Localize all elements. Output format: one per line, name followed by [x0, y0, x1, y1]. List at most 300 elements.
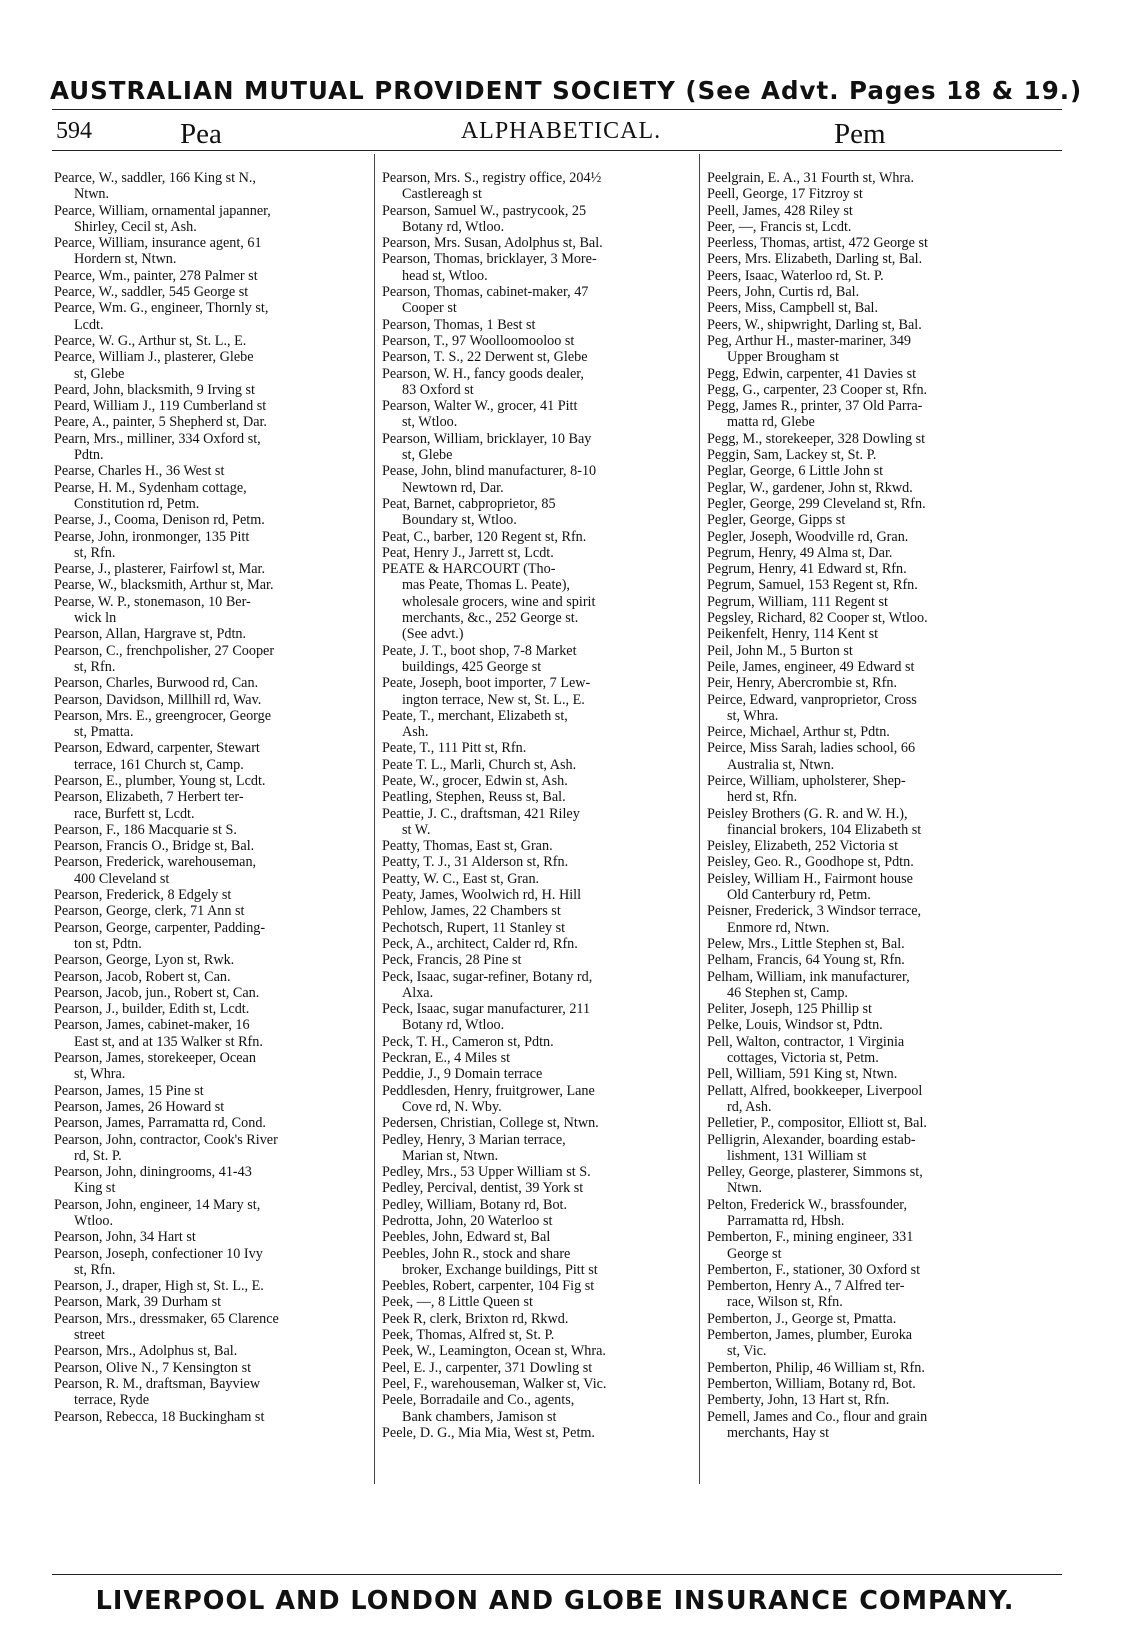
directory-entry [54, 708, 368, 741]
entry-line: (See advt.) [402, 626, 464, 643]
directory-entry [707, 1164, 1017, 1197]
entry-line: Peers, Mrs. Elizabeth, Darling st, Bal. [707, 251, 923, 268]
directory-entry [382, 1246, 691, 1279]
directory-entry [54, 398, 368, 414]
entry-line: Pearson, R. M., draftsman, Bayview [54, 1375, 261, 1392]
directory-entry [382, 203, 691, 236]
entry-line: Pearson, John, contractor, Cook's River [54, 1131, 278, 1148]
entry-line: Pearson, J., draper, High st, St. L., E. [54, 1278, 264, 1295]
entry-line: Pearson, Thomas, 1 Best st [382, 316, 536, 333]
directory-entry [382, 773, 691, 789]
entry-line: Pedley, Mrs., 53 Upper William st S. [382, 1164, 591, 1181]
directory-entry [54, 692, 368, 708]
entry-line: wick ln [74, 610, 117, 627]
entry-line: Pelham, William, ink manufacturer, [707, 968, 910, 985]
directory-entry [382, 431, 691, 464]
entry-line: Pelew, Mrs., Little Stephen st, Bal. [707, 935, 905, 952]
directory-entry [382, 1164, 691, 1180]
directory-entry [382, 1376, 691, 1392]
entry-line: Peek, Thomas, Alfred st, St. P. [382, 1327, 555, 1344]
entry-line: Pemberton, Henry A., 7 Alfred ter- [707, 1278, 905, 1295]
directory-entry [707, 1066, 1017, 1082]
directory-entry [707, 431, 1017, 447]
directory-entry [707, 1083, 1017, 1116]
entry-line: Peele, Borradaile and Co., agents, [382, 1392, 575, 1409]
directory-entry [707, 838, 1017, 854]
directory-entry [382, 398, 691, 431]
entry-line: Peele, D. G., Mia Mia, West st, Petm. [382, 1424, 595, 1441]
entry-line: Pearson, Mrs. E., greengrocer, George [54, 707, 272, 724]
entry-line: Pegg, M., storekeeper, 328 Dowling st [707, 430, 926, 447]
entry-line: Pdtn. [74, 447, 104, 464]
entry-line: Pedley, William, Botany rd, Bot. [382, 1196, 568, 1213]
entry-line: Pedley, Percival, dentist, 39 York st [382, 1180, 584, 1197]
entry-line: Peck, Francis, 28 Pine st [382, 952, 522, 969]
entry-line: Pemberton, James, plumber, Euroka [707, 1327, 913, 1344]
entry-line: st, Whra. [74, 1066, 126, 1083]
directory-entry [707, 480, 1017, 496]
directory-column-3 [707, 170, 1017, 1441]
directory-entry [707, 463, 1017, 479]
entry-line: matta rd, Glebe [727, 414, 815, 431]
directory-entry [707, 903, 1017, 936]
directory-entry [382, 235, 691, 251]
directory-entry [54, 1197, 368, 1230]
entry-line: Pearson, John, diningrooms, 41-43 [54, 1164, 252, 1181]
directory-entry [382, 1425, 691, 1441]
directory-entry [382, 1392, 691, 1425]
directory-entry [382, 789, 691, 805]
entry-line: Pearson, George, Lyon st, Rwk. [54, 952, 235, 969]
entry-line: Peglar, W., gardener, John st, Rkwd. [707, 479, 913, 496]
directory-entry [707, 577, 1017, 593]
entry-line: Pemberton, J., George st, Pmatta. [707, 1310, 897, 1327]
entry-line: Ntwn. [727, 1180, 763, 1197]
directory-entry [54, 952, 368, 968]
entry-line: ington terrace, New st, St. L., E. [402, 691, 585, 708]
entry-line: Pearson, Frederick, warehouseman, [54, 854, 257, 871]
entry-line: Pearse, J., Cooma, Denison rd, Petm. [54, 512, 265, 529]
entry-line: merchants, &c., 252 George st. [402, 610, 579, 627]
directory-entry [382, 675, 691, 708]
directory-entry [54, 463, 368, 479]
directory-entry [707, 740, 1017, 773]
entry-line: Shirley, Cecil st, Ash. [74, 218, 197, 235]
entry-line: Pelligrin, Alexander, boarding estab- [707, 1131, 916, 1148]
entry-line: Peelgrain, E. A., 31 Fourth st, Whra. [707, 170, 915, 186]
entry-line: Bank chambers, Jamison st [402, 1408, 557, 1425]
directory-entry [54, 1376, 368, 1409]
entry-line: financial brokers, 104 Elizabeth st [727, 821, 922, 838]
entry-line: Pearson, Edward, carpenter, Stewart [54, 740, 260, 757]
entry-line: Pearce, Wm., painter, 278 Palmer st [54, 267, 258, 284]
directory-entry [707, 1197, 1017, 1230]
entry-line: race, Burfett st, Lcdt. [74, 805, 195, 822]
entry-line: Ntwn. [74, 186, 110, 203]
entry-line: Peisley, William H., Fairmont house [707, 870, 913, 887]
directory-entry [707, 398, 1017, 431]
directory-entry [707, 643, 1017, 659]
directory-entry [382, 1213, 691, 1229]
entry-line: Peisley, Elizabeth, 252 Victoria st [707, 838, 899, 855]
directory-entry [54, 626, 368, 642]
entry-line: Pegler, George, Gipps st [707, 512, 846, 529]
entry-line: Pearson, Mrs. S., registry office, 204½ [382, 170, 602, 186]
entry-line: Peisley, Geo. R., Goodhope st, Pdtn. [707, 854, 914, 871]
entry-line: Peers, W., shipwright, Darling st, Bal. [707, 316, 922, 333]
entry-line: Peate, J. T., boot shop, 7-8 Market [382, 642, 577, 659]
directory-entry [54, 1360, 368, 1376]
entry-line: Peck, A., architect, Calder rd, Rfn. [382, 935, 578, 952]
entry-line: Pearson, Jacob, jun., Robert st, Can. [54, 984, 260, 1001]
entry-line: Pelley, George, plasterer, Simmons st, [707, 1164, 923, 1181]
entry-line: st, Rfn. [74, 658, 116, 675]
directory-entry [707, 1311, 1017, 1327]
directory-entry [382, 1343, 691, 1359]
entry-line: Peate T. L., Marli, Church st, Ash. [382, 756, 577, 773]
entry-line: Peebles, John, Edward st, Bal [382, 1229, 551, 1246]
entry-line: wholesale grocers, wine and spirit [402, 593, 596, 610]
directory-entry [707, 186, 1017, 202]
entry-line: Peell, James, 428 Riley st [707, 202, 853, 219]
entry-line: Enmore rd, Ntwn. [727, 919, 830, 936]
entry-line: terrace, 161 Church st, Camp. [74, 756, 244, 773]
entry-line: Pehlow, James, 22 Chambers st [382, 903, 561, 920]
entry-line: Pemberton, William, Botany rd, Bot. [707, 1375, 916, 1392]
directory-entry [707, 235, 1017, 251]
entry-line: Peliter, Joseph, 125 Phillip st [707, 1001, 872, 1018]
entry-line: Pearse, J., plasterer, Fairfowl st, Mar. [54, 561, 266, 578]
entry-line: Peil, John M., 5 Burton st [707, 642, 853, 659]
entry-line: rd, St. P. [74, 1147, 122, 1164]
directory-entry [707, 382, 1017, 398]
entry-line: 83 Oxford st [402, 381, 474, 398]
entry-line: Peebles, Robert, carpenter, 104 Fig st [382, 1278, 595, 1295]
directory-entry [707, 284, 1017, 300]
entry-line: Peisner, Frederick, 3 Windsor terrace, [707, 903, 922, 920]
entry-line: Pearson, Thomas, bricklayer, 3 More- [382, 251, 597, 268]
directory-entry [54, 1050, 368, 1083]
entry-line: Peck, Isaac, sugar-refiner, Botany rd, [382, 968, 593, 985]
entry-line: Peek, —, 8 Little Queen st [382, 1294, 533, 1311]
directory-entry [707, 1392, 1017, 1408]
directory-entry [382, 757, 691, 773]
directory-entry [707, 251, 1017, 267]
entry-line: Marian st, Ntwn. [402, 1147, 499, 1164]
directory-entry [382, 1311, 691, 1327]
entry-line: Boundary st, Wtloo. [402, 512, 517, 529]
entry-line: st, Rfn. [74, 1261, 116, 1278]
directory-entry [54, 1164, 368, 1197]
entry-line: Hordern st, Ntwn. [74, 251, 177, 268]
directory-entry [54, 300, 368, 333]
directory-entry [54, 1083, 368, 1099]
entry-line: Peard, John, blacksmith, 9 Irving st [54, 381, 255, 398]
entry-line: Pearson, James, cabinet-maker, 16 [54, 1017, 250, 1034]
entry-line: Peers, Isaac, Waterloo rd, St. P. [707, 267, 884, 284]
entry-line: Peek, W., Leamington, Ocean st, Whra. [382, 1343, 606, 1360]
directory-entry [54, 203, 368, 236]
entry-line: Pemberton, Philip, 46 William st, Rfn. [707, 1359, 925, 1376]
directory-entry [382, 1180, 691, 1196]
directory-entry [382, 1327, 691, 1343]
directory-entry [382, 1197, 691, 1213]
directory-column-2 [382, 170, 691, 1441]
directory-entry [707, 854, 1017, 870]
entry-line: Pearce, William J., plasterer, Glebe [54, 349, 254, 366]
directory-entry [707, 268, 1017, 284]
directory-entry [707, 659, 1017, 675]
directory-entry [54, 333, 368, 349]
entry-line: Parramatta rd, Hbsh. [727, 1213, 845, 1229]
directory-entry [707, 626, 1017, 642]
directory-entry [707, 773, 1017, 806]
entry-line: Botany rd, Wtloo. [402, 1017, 505, 1034]
entry-line: Pearse, Charles H., 36 West st [54, 463, 225, 480]
entry-line: Pegler, George, 299 Cleveland st, Rfn. [707, 495, 926, 512]
entry-line: head st, Wtloo. [402, 267, 488, 284]
entry-line: lishment, 131 William st [727, 1147, 867, 1164]
entry-line: broker, Exchange buildings, Pitt st [402, 1261, 598, 1278]
directory-entry [54, 838, 368, 854]
entry-line: Peg, Arthur H., master-mariner, 349 [707, 332, 912, 349]
entry-line: Pelham, Francis, 64 Young st, Rfn. [707, 952, 905, 969]
directory-entry [54, 1409, 368, 1425]
entry-line: Peate, T., 111 Pitt st, Rfn. [382, 740, 527, 757]
entry-line: Constitution rd, Petm. [74, 495, 200, 512]
entry-line: Pearson, Charles, Burwood rd, Can. [54, 675, 259, 692]
directory-entry [382, 1050, 691, 1066]
entry-line: Pearson, T. S., 22 Derwent st, Glebe [382, 349, 588, 366]
entry-line: Newtown rd, Dar. [402, 479, 504, 496]
entry-line: Pearce, Wm. G., engineer, Thornly st, [54, 300, 269, 317]
entry-line: Pearson, Frederick, 8 Edgely st [54, 887, 232, 904]
directory-entry [382, 936, 691, 952]
entry-line: st, Whra. [727, 707, 779, 724]
directory-entry [54, 1229, 368, 1245]
directory-entry [54, 349, 368, 382]
entry-line: Peers, John, Curtis rd, Bal. [707, 284, 860, 301]
section-title: ALPHABETICAL. [460, 118, 662, 144]
column-divider [374, 154, 375, 1484]
bottom-advert-banner: LIVERPOOL AND LONDON AND GLOBE INSURANCE COMPANY. [95, 1586, 1015, 1616]
entry-line: Pearson, Elizabeth, 7 Herbert ter- [54, 789, 244, 806]
directory-entry [54, 789, 368, 822]
directory-entry [382, 806, 691, 839]
directory-entry [382, 1083, 691, 1116]
entry-line: Pegg, James R., printer, 37 Old Parra- [707, 398, 923, 415]
directory-entry [54, 529, 368, 562]
directory-entry [382, 903, 691, 919]
directory-entry [54, 561, 368, 577]
entry-line: Pearson, John, 34 Hart st [54, 1229, 196, 1246]
directory-entry [707, 545, 1017, 561]
directory-entry [54, 1099, 368, 1115]
directory-entry [707, 871, 1017, 904]
directory-entry [707, 806, 1017, 839]
entry-line: st, Wtloo. [402, 414, 458, 431]
directory-entry [707, 317, 1017, 333]
directory-entry [707, 1376, 1017, 1392]
entry-line: st, Rfn. [74, 544, 116, 561]
entry-line: Peatty, Thomas, East st, Gran. [382, 838, 553, 855]
entry-line: Pearce, W., saddler, 166 King st N., [54, 170, 256, 186]
entry-line: Pearse, W. P., stonemason, 10 Ber- [54, 593, 251, 610]
entry-line: Pearson, Allan, Hargrave st, Pdtn. [54, 626, 247, 643]
entry-line: King st [74, 1180, 116, 1197]
directory-entry [707, 1132, 1017, 1165]
entry-line: Pedersen, Christian, College st, Ntwn. [382, 1115, 599, 1132]
directory-entry [54, 985, 368, 1001]
directory-entry [54, 594, 368, 627]
entry-line: Pearson, Thomas, cabinet-maker, 47 [382, 284, 589, 301]
directory-entry [382, 708, 691, 741]
entry-line: Peattie, J. C., draftsman, 421 Riley [382, 805, 580, 822]
directory-entry [382, 545, 691, 561]
directory-entry [54, 822, 368, 838]
entry-line: Peddie, J., 9 Domain terrace [382, 1066, 543, 1083]
directory-entry [54, 1001, 368, 1017]
directory-entry [54, 1246, 368, 1279]
entry-line: Peell, George, 17 Fitzroy st [707, 186, 863, 203]
entry-line: buildings, 425 George st [402, 658, 542, 675]
entry-line: Peate, W., grocer, Edwin st, Ash. [382, 772, 568, 789]
entry-line: Peer, —, Francis st, Lcdt. [707, 218, 852, 235]
entry-line: Pelletier, P., compositor, Elliott st, Bal. [707, 1115, 927, 1132]
directory-entry [382, 1066, 691, 1082]
entry-line: Pearce, W., saddler, 545 George st [54, 284, 249, 301]
entry-line: Pegsley, Richard, 82 Cooper st, Wtloo. [707, 610, 928, 627]
directory-entry [382, 496, 691, 529]
entry-line: Peirce, Michael, Arthur st, Pdtn. [707, 724, 890, 741]
page-number: 594 [56, 118, 92, 144]
entry-line: Pearson, Joseph, confectioner 10 Ivy [54, 1245, 263, 1262]
entry-line: PEATE & HARCOURT (Tho- [382, 561, 556, 578]
directory-entry [382, 854, 691, 870]
entry-line: mas Peate, Thomas L. Peate), [402, 577, 570, 594]
entry-line: st, Vic. [727, 1343, 767, 1360]
entry-line: Pearce, William, insurance agent, 61 [54, 235, 262, 252]
directory-entry [54, 170, 368, 203]
entry-line: Peat, Barnet, cabproprietor, 85 [382, 495, 556, 512]
entry-line: Peel, F., warehouseman, Walker st, Vic. [382, 1375, 607, 1392]
entry-line: Pellatt, Alfred, bookkeeper, Liverpool [707, 1082, 923, 1099]
directory-entry [707, 1327, 1017, 1360]
directory-entry [382, 284, 691, 317]
entry-line: cottages, Victoria st, Petm. [727, 1050, 879, 1067]
directory-entry [382, 1229, 691, 1245]
entry-line: Peile, James, engineer, 49 Edward st [707, 658, 915, 675]
entry-line: Pearson, Jacob, Robert st, Can. [54, 968, 231, 985]
entry-line: Pegler, Joseph, Woodville rd, Gran. [707, 528, 909, 545]
directory-entry [54, 903, 368, 919]
entry-line: st, Glebe [74, 365, 125, 382]
directory-entry [382, 1001, 691, 1034]
entry-line: Pearson, James, Parramatta rd, Cond. [54, 1115, 266, 1132]
header-rule [52, 150, 1062, 151]
entry-line: ton st, Pdtn. [74, 935, 142, 952]
directory-entry [707, 496, 1017, 512]
entry-line: Old Canterbury rd, Petm. [727, 887, 871, 904]
entry-line: Pemell, James and Co., flour and grain [707, 1408, 928, 1425]
entry-line: Pearse, W., blacksmith, Arthur st, Mar. [54, 577, 274, 594]
directory-entry [707, 561, 1017, 577]
entry-line: Pearn, Mrs., milliner, 334 Oxford st, [54, 430, 261, 447]
directory-entry [707, 692, 1017, 725]
directory-entry [707, 300, 1017, 316]
directory-entry [54, 1278, 368, 1294]
entry-line: Wtloo. [74, 1213, 114, 1229]
entry-line: 400 Cleveland st [74, 870, 170, 887]
entry-line: Pearson, C., frenchpolisher, 27 Cooper [54, 642, 275, 659]
entry-line: Peers, Miss, Campbell st, Bal. [707, 300, 879, 317]
entry-line: Pedley, Henry, 3 Marian terrace, [382, 1131, 566, 1148]
directory-entry [54, 431, 368, 464]
entry-line: Peirce, Edward, vanproprietor, Cross [707, 691, 917, 708]
directory-entry [382, 1034, 691, 1050]
directory-entry [707, 952, 1017, 968]
entry-line: Peirce, William, upholsterer, Shep- [707, 772, 906, 789]
directory-entry [707, 1360, 1017, 1376]
directory-entry [707, 936, 1017, 952]
entry-line: Pearson, Samuel W., pastrycook, 25 [382, 202, 587, 219]
entry-line: Pease, John, blind manufacturer, 8-10 [382, 463, 597, 480]
directory-entry [707, 333, 1017, 366]
entry-line: Botany rd, Wtloo. [402, 218, 505, 235]
directory-entry [707, 1409, 1017, 1442]
directory-entry [707, 675, 1017, 691]
entry-line: Peisley Brothers (G. R. and W. H.), [707, 805, 908, 822]
entry-line: Pearson, James, 15 Pine st [54, 1082, 204, 1099]
entry-line: Pearson, Davidson, Millhill rd, Wav. [54, 691, 262, 708]
directory-entry [54, 1132, 368, 1165]
entry-line: George st [727, 1245, 782, 1262]
left-guide-word: Pea [180, 118, 222, 150]
entry-line: Pell, Walton, contractor, 1 Virginia [707, 1033, 905, 1050]
entry-line: Pell, William, 591 King st, Ntwn. [707, 1066, 898, 1083]
directory-entry [54, 887, 368, 903]
entry-line: Pearson, Olive N., 7 Kensington st [54, 1359, 252, 1376]
directory-entry [707, 1017, 1017, 1033]
directory-entry [382, 643, 691, 676]
entry-line: st W. [402, 821, 431, 838]
directory-entry [54, 1115, 368, 1131]
entry-line: street [74, 1327, 105, 1344]
entry-line: Pechotsch, Rupert, 11 Stanley st [382, 919, 566, 936]
entry-line: Peirce, Miss Sarah, ladies school, 66 [707, 740, 916, 757]
directory-entry [54, 643, 368, 676]
directory-entry [707, 1001, 1017, 1017]
entry-line: Lcdt. [74, 316, 104, 333]
directory-entry [707, 366, 1017, 382]
directory-entry [707, 447, 1017, 463]
directory-entry [382, 1132, 691, 1165]
directory-entry [54, 920, 368, 953]
entry-line: Pearson, E., plumber, Young st, Lcdt. [54, 772, 266, 789]
top-rule [52, 109, 1062, 110]
entry-line: Pearson, James, storekeeper, Ocean [54, 1050, 256, 1067]
entry-line: merchants, Hay st [727, 1424, 830, 1441]
directory-entry [382, 952, 691, 968]
directory-entry [54, 414, 368, 430]
directory-entry [707, 219, 1017, 235]
entry-line: Pegrum, Henry, 49 Alma st, Dar. [707, 544, 893, 561]
directory-entry [382, 463, 691, 496]
entry-line: Pedrotta, John, 20 Waterloo st [382, 1213, 553, 1229]
directory-entry [54, 1311, 368, 1344]
entry-line: 46 Stephen st, Camp. [727, 984, 848, 1001]
entry-line: Pearson, F., 186 Macquarie st S. [54, 821, 237, 838]
